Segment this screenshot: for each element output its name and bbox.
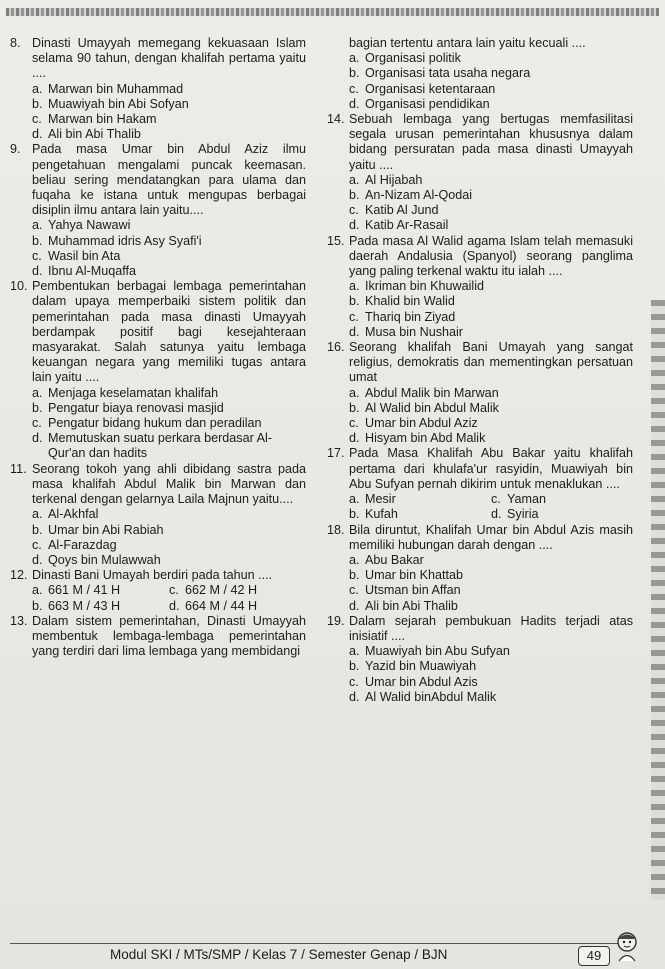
option-text: 663 M / 43 H xyxy=(48,598,121,613)
answer-option xyxy=(349,401,633,416)
option-letter: a. xyxy=(349,552,360,567)
question-item xyxy=(327,36,633,112)
option-letter: d. xyxy=(169,598,180,613)
answer-option xyxy=(32,218,306,233)
question-text: Sebuah lembaga yang bertugas memfasilitasi segala urusan pemerintahan khususnya dalam bidang persuratan pada masa dinasti Umayyah yaitu .... xyxy=(349,112,633,172)
option-text: Musa bin Nushair xyxy=(365,324,463,339)
answer-option-pair xyxy=(349,492,633,507)
option-letter: c. xyxy=(32,416,42,431)
option-text: Muhammad idris Asy Syafi'i xyxy=(48,233,202,248)
answer-options xyxy=(349,644,633,705)
option-letter: d. xyxy=(32,431,43,446)
question-item xyxy=(327,446,633,522)
option-letter: c. xyxy=(32,537,42,552)
option-letter: b. xyxy=(32,400,43,415)
question-stem xyxy=(327,523,633,553)
question-stem xyxy=(10,142,306,218)
answer-option xyxy=(349,279,633,294)
option-text: Katib Al Jund xyxy=(365,203,439,218)
option-text: Abu Bakar xyxy=(365,552,424,567)
option-letter: b. xyxy=(349,66,360,81)
question-text: Dinasti Bani Umayah berdiri pada tahun .... xyxy=(32,568,273,583)
answer-option xyxy=(32,523,306,538)
answer-option xyxy=(169,583,306,598)
answer-options xyxy=(349,279,633,340)
question-item xyxy=(10,462,306,568)
option-text: Umar bin Khattab xyxy=(365,568,464,583)
option-text: Umar bin Abdul Azis xyxy=(365,674,478,689)
question-number: 16. xyxy=(327,340,345,355)
option-text: Al Walid bin Abdul Malik xyxy=(365,400,499,415)
option-text: Al Hijabah xyxy=(365,172,423,187)
answer-option xyxy=(349,431,633,446)
question-text: Seorang khalifah Bani Umayah yang sangat religius, demokratis dan mementingkan persatuan umat xyxy=(349,340,633,385)
option-text: Mesir xyxy=(365,492,396,507)
question-item xyxy=(327,523,633,614)
option-letter: b. xyxy=(32,598,43,613)
question-number: 8. xyxy=(10,36,21,50)
option-letter: b. xyxy=(32,522,43,537)
answer-option xyxy=(32,97,306,112)
question-item xyxy=(327,340,633,446)
question-text: Pada Masa Khalifah Abu Bakar yaitu khalifah pertama dari khulafa'ur rasyidin, Muawiyah bin Abu Sufyan pernah dikirim untuk menaklukan .... xyxy=(349,446,633,491)
question-number: 19. xyxy=(327,613,345,628)
option-letter: a. xyxy=(349,172,360,187)
question-stem xyxy=(10,279,306,385)
option-letter: c. xyxy=(32,248,42,263)
option-letter: c. xyxy=(491,492,501,507)
answer-option xyxy=(349,203,633,218)
question-item xyxy=(327,614,633,705)
option-text: Wasil bin Ata xyxy=(48,248,121,263)
answer-option xyxy=(32,264,306,279)
option-text: Kufah xyxy=(365,507,398,522)
option-letter: a. xyxy=(349,492,360,507)
option-letter: d. xyxy=(349,96,360,111)
option-text: Muawiyah bin Abi Sofyan xyxy=(48,96,189,111)
answer-option xyxy=(349,416,633,431)
answer-options xyxy=(32,218,306,279)
answer-option xyxy=(32,553,306,568)
answer-option xyxy=(349,675,633,690)
answer-options xyxy=(32,386,306,462)
option-text: Khalid bin Walid xyxy=(365,294,455,309)
answer-options xyxy=(349,553,633,614)
question-item xyxy=(10,36,306,142)
answer-option xyxy=(349,659,633,674)
question-number: 13. xyxy=(10,613,28,628)
question-number xyxy=(327,36,349,51)
question-text: Bila diruntut, Khalifah Umar bin Abdul Azis masih memiliki hubungan darah dengan .... xyxy=(349,522,633,552)
answer-option xyxy=(349,553,633,568)
question-number: 17. xyxy=(327,446,345,461)
question-text: Dinasti Umayyah memegang kekuasaan Islam selama 90 tahun, dengan khalifah pertama yaitu .... xyxy=(32,36,306,81)
option-text: Organisasi ketentaraan xyxy=(365,81,496,96)
answer-option xyxy=(349,690,633,705)
option-text: Ali bin Abi Thalib xyxy=(48,127,141,142)
question-text: Pembentukan berbagai lembaga pemerintahan dalam upaya memperbaiki sistem politik dan pemerintahan pada masa dinasti Umayyah berdampak positif bagi kesejahteraan masyarakat. Salah satunya yaitu lembaga keuangan negara yang memiliki tugas antara lain yaitu .... xyxy=(32,279,306,385)
answer-option xyxy=(349,66,633,81)
answer-option xyxy=(349,188,633,203)
option-letter: b. xyxy=(349,507,360,522)
option-letter: b. xyxy=(349,659,360,674)
option-text: Yahya Nawawi xyxy=(48,218,131,233)
option-text: 661 M / 41 H xyxy=(48,583,121,598)
page-footer xyxy=(10,943,625,966)
option-text: 664 M / 44 H xyxy=(185,598,258,613)
answer-option xyxy=(349,173,633,188)
question-stem xyxy=(327,36,633,51)
option-letter: c. xyxy=(349,309,359,324)
answer-option xyxy=(349,507,491,522)
answer-option xyxy=(349,599,633,614)
answer-option xyxy=(349,310,633,325)
answer-option xyxy=(349,644,633,659)
option-letter: a. xyxy=(349,385,360,400)
answer-options xyxy=(349,51,633,112)
question-text: Dalam sejarah pembukuan Hadits terjadi atas inisiatif .... xyxy=(349,613,633,643)
option-text: Memutuskan suatu perkara berdasar Al-Qur'an dan hadits xyxy=(48,431,272,461)
question-number: 12. xyxy=(10,568,28,583)
question-stem xyxy=(327,446,633,492)
question-stem xyxy=(327,340,633,386)
option-letter: a. xyxy=(32,583,43,598)
option-text: Marwan bin Muhammad xyxy=(48,81,184,96)
option-text: 662 M / 42 H xyxy=(185,583,258,598)
option-letter: d. xyxy=(349,324,360,339)
answer-options xyxy=(32,583,306,613)
option-letter: c. xyxy=(349,674,359,689)
option-letter: d. xyxy=(32,127,43,142)
answer-option xyxy=(32,431,306,461)
answer-option-pair xyxy=(32,583,306,598)
answer-options xyxy=(349,173,633,234)
option-letter: c. xyxy=(349,583,359,598)
option-letter: a. xyxy=(32,507,43,522)
option-letter: a. xyxy=(349,279,360,294)
option-letter: b. xyxy=(32,96,43,111)
option-text: Ibnu Al-Muqaffa xyxy=(48,264,136,279)
decorative-top-border xyxy=(6,8,659,16)
answer-option xyxy=(32,249,306,264)
question-item xyxy=(327,112,633,234)
question-stem xyxy=(327,112,633,173)
answer-option xyxy=(349,386,633,401)
answer-options xyxy=(349,386,633,447)
option-letter: a. xyxy=(349,644,360,659)
option-text: Syiria xyxy=(507,507,539,522)
option-text: Yaman xyxy=(507,492,546,507)
left-column xyxy=(10,36,306,659)
right-column xyxy=(327,36,633,705)
option-text: Al-Farazdag xyxy=(48,537,117,552)
question-number: 11. xyxy=(10,461,27,476)
option-text: Ali bin Abi Thalib xyxy=(365,598,458,613)
answer-option-pair xyxy=(349,507,633,522)
answer-option xyxy=(32,127,306,142)
option-letter: b. xyxy=(349,568,360,583)
answer-option xyxy=(349,492,491,507)
option-letter: d. xyxy=(349,218,360,233)
answer-option xyxy=(491,507,633,522)
answer-option xyxy=(349,97,633,112)
question-text: Pada masa Umar bin Abdul Aziz ilmu pengetahuan mengalami puncak keemasan. beliau sering mendatangkan para ulama dan fuqaha ke istana untuk mengupas berbagai disiplin ilmu antara lain yaitu.... xyxy=(32,142,306,218)
student-mascot-icon xyxy=(610,928,644,962)
question-number: 10. xyxy=(10,279,28,294)
option-letter: b. xyxy=(349,188,360,203)
answer-option xyxy=(32,583,169,598)
answer-option xyxy=(349,218,633,233)
question-stem xyxy=(10,614,306,660)
answer-option xyxy=(491,492,633,507)
question-text: bagian tertentu antara lain yaitu kecuali .... xyxy=(349,36,586,50)
option-text: Organisasi politik xyxy=(365,51,461,66)
answer-option xyxy=(32,538,306,553)
option-text: Al-Akhfal xyxy=(48,507,99,522)
answer-option xyxy=(349,568,633,583)
option-text: Muawiyah bin Abu Sufyan xyxy=(365,644,510,659)
answer-option xyxy=(349,583,633,598)
option-text: Qoys bin Mulawwah xyxy=(48,552,161,567)
option-letter: b. xyxy=(349,400,360,415)
answer-option-pair xyxy=(32,599,306,614)
option-letter: c. xyxy=(349,81,359,96)
option-letter: c. xyxy=(349,416,359,431)
question-stem xyxy=(10,462,306,508)
option-letter: a. xyxy=(349,51,360,66)
answer-option xyxy=(32,416,306,431)
question-number: 18. xyxy=(327,522,345,537)
answer-option xyxy=(32,234,306,249)
option-text: Ikriman bin Khuwailid xyxy=(365,279,484,294)
question-stem xyxy=(10,36,306,82)
answer-option xyxy=(349,82,633,97)
option-text: Organisasi pendidikan xyxy=(365,96,490,111)
question-item xyxy=(10,568,306,614)
question-text: Dalam sistem pemerintahan, Dinasti Umayyah membentuk lembaga-lembaga pemerintahan yang terdiri dari lima lembaga yang membidangi xyxy=(32,613,306,659)
option-text: Al Walid binAbdul Malik xyxy=(365,689,497,704)
option-letter: d. xyxy=(349,689,360,704)
option-letter: d. xyxy=(349,431,360,446)
question-number: 15. xyxy=(327,233,345,248)
question-item xyxy=(327,234,633,340)
option-text: Hisyam bin Abd Malik xyxy=(365,431,486,446)
option-letter: a. xyxy=(32,385,43,400)
answer-option xyxy=(32,401,306,416)
option-letter: a. xyxy=(32,81,43,96)
option-text: Utsman bin Affan xyxy=(365,583,461,598)
option-text: Pengatur biaya renovasi masjid xyxy=(48,400,224,415)
footer-text: Modul SKI / MTs/SMP / Kelas 7 / Semester Genap / BJN xyxy=(110,947,448,962)
answer-option xyxy=(32,386,306,401)
option-text: Organisasi tata usaha negara xyxy=(365,66,531,81)
answer-option xyxy=(32,599,169,614)
option-letter: d. xyxy=(349,598,360,613)
option-letter: c. xyxy=(169,583,179,598)
option-text: Yazid bin Muawiyah xyxy=(365,659,477,674)
option-text: Umar bin Abi Rabiah xyxy=(48,522,164,537)
option-text: Marwan bin Hakam xyxy=(48,112,157,127)
option-letter: c. xyxy=(349,203,359,218)
answer-option xyxy=(169,599,306,614)
answer-option xyxy=(349,294,633,309)
option-letter: d. xyxy=(32,264,43,279)
option-letter: b. xyxy=(349,294,360,309)
question-text: Seorang tokoh yang ahli dibidang sastra pada masa khalifah Abdul Malik bin Marwan dan terkenal dengan gelarnya Laila Majnun yaitu.... xyxy=(32,461,306,507)
option-text: Thariq bin Ziyad xyxy=(365,309,456,324)
option-letter: d. xyxy=(32,552,43,567)
question-stem xyxy=(327,614,633,644)
option-text: Umar bin Abdul Aziz xyxy=(365,416,478,431)
option-text: An-Nizam Al-Qodai xyxy=(365,188,473,203)
answer-options xyxy=(32,507,306,568)
option-text: Abdul Malik bin Marwan xyxy=(365,385,499,400)
answer-option xyxy=(349,51,633,66)
option-letter: c. xyxy=(32,112,42,127)
option-letter: a. xyxy=(32,218,43,233)
answer-option xyxy=(32,112,306,127)
question-stem xyxy=(327,234,633,280)
option-letter: b. xyxy=(32,233,43,248)
answer-option xyxy=(349,325,633,340)
question-number: 9. xyxy=(10,142,21,157)
question-item xyxy=(10,279,306,461)
question-stem xyxy=(10,568,306,583)
option-letter: d. xyxy=(491,507,502,522)
page-number: 49 xyxy=(578,946,610,966)
question-item xyxy=(10,614,306,660)
option-text: Katib Ar-Rasail xyxy=(365,218,449,233)
option-text: Menjaga keselamatan khalifah xyxy=(48,385,219,400)
question-text: Pada masa Al Walid agama Islam telah memasuki daerah Andalusia (Spanyol) seorang panglima yang paling terkenal waktu itu ialah .... xyxy=(349,233,633,279)
decorative-side-border xyxy=(651,300,665,900)
option-text: Pengatur bidang hukum dan peradilan xyxy=(48,416,262,431)
answer-options xyxy=(349,492,633,522)
answer-option xyxy=(32,82,306,97)
answer-option xyxy=(32,507,306,522)
answer-options xyxy=(32,82,306,143)
question-item xyxy=(10,142,306,279)
question-number: 14. xyxy=(327,112,345,127)
